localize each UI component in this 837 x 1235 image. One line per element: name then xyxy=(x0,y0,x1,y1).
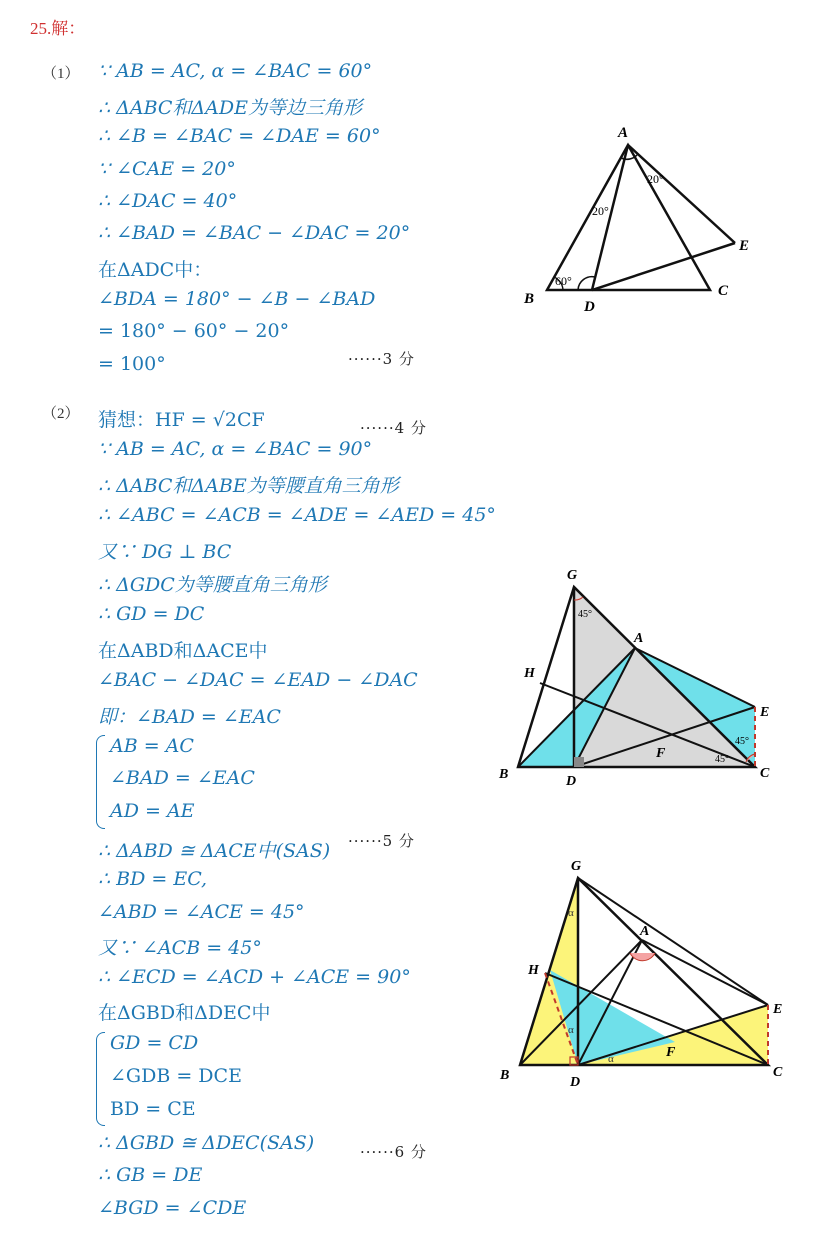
fig2-angle-c45: 45° xyxy=(715,754,729,765)
fig2-label-D: D xyxy=(566,774,577,789)
p1-line-7: 在ΔADC中： xyxy=(98,259,213,281)
fig1-label-D: D xyxy=(584,299,595,315)
fig3-label-G: G xyxy=(571,859,582,874)
p1-line-1: ∵ AB = AC, α = ∠BAC = 60° xyxy=(98,60,373,82)
fig3-label-D: D xyxy=(570,1075,581,1090)
fig3-label-A: A xyxy=(640,924,650,939)
fig3-label-H: H xyxy=(528,963,539,978)
fig2-label-E: E xyxy=(760,705,770,720)
p2b-line-2: ∴ BD = EC, xyxy=(98,868,208,890)
p1-line-8: ∠BDA = 180° − ∠B − ∠BAD xyxy=(98,288,376,310)
score-5: ······5 分 xyxy=(348,832,415,850)
p2b-line-3: ∠ABD = ∠ACE = 45° xyxy=(98,901,305,923)
p1-line-3: ∴ ∠B = ∠BAC = ∠DAE = 60° xyxy=(98,125,381,147)
p1-line-9: = 180° − 60° − 20° xyxy=(98,320,290,342)
fig3-label-E: E xyxy=(773,1002,783,1017)
brace2-line-1: GD = CD xyxy=(110,1032,199,1054)
p2a-line-4: 又∵ DG ⊥ BC xyxy=(98,541,232,563)
fig2-label-A: A xyxy=(634,631,644,646)
p1-line-2: ∴ ΔABC和ΔADE为等边三角形 xyxy=(98,97,362,119)
score-4: ······4 分 xyxy=(360,419,427,437)
fig2-label-C: C xyxy=(760,766,770,781)
fig1-angle-20-mid: 20° xyxy=(592,204,609,218)
brace2-line-3: BD = CE xyxy=(110,1098,196,1120)
fig1-label-E: E xyxy=(739,238,750,254)
fig3-angle-alpha-3: α xyxy=(608,1053,614,1065)
p2b-line-6: 在ΔGBD和ΔDEC中 xyxy=(98,1002,271,1024)
part2-label: （2） xyxy=(42,406,80,422)
score-6: ······6 分 xyxy=(360,1143,427,1161)
figure-3-alpha-case xyxy=(490,850,790,1095)
fig2-label-H: H xyxy=(524,666,535,681)
p2a-line-5: ∴ ΔGDC为等腰直角三角形 xyxy=(98,574,327,596)
p2a-line-2: ∴ ΔABC和ΔABE为等腰直角三角形 xyxy=(98,475,399,497)
fig3-label-F: F xyxy=(666,1045,676,1060)
p2a-line-9: 即：∠BAD = ∠EAC xyxy=(98,706,281,728)
p1-line-10: = 100° xyxy=(98,353,166,375)
p2c-line-3: ∠BGD = ∠CDE xyxy=(98,1197,247,1219)
fig1-angle-20-top: 20° xyxy=(647,172,664,186)
brace1-line-3: AD = AE xyxy=(110,800,195,822)
fig1-label-C: C xyxy=(718,283,729,299)
p2c-line-1: ∴ ΔGBD ≅ ΔDEC(SAS) xyxy=(98,1132,315,1154)
p2a-line-7: 在ΔABD和ΔACE中 xyxy=(98,640,268,662)
fig1-label-A: A xyxy=(618,125,629,141)
brace2-line-2: ∠GDB = DCE xyxy=(110,1065,242,1087)
p1-line-5: ∴ ∠DAC = 40° xyxy=(98,190,238,212)
fig1-label-B: B xyxy=(524,291,535,307)
fig3-label-B: B xyxy=(500,1068,510,1083)
p2a-line-8: ∠BAC − ∠DAC = ∠EAD − ∠DAC xyxy=(98,669,418,691)
fig1-angle-60: 60° xyxy=(555,274,572,288)
fig2-label-G: G xyxy=(567,568,578,583)
p1-line-4: ∵ ∠CAE = 20° xyxy=(98,158,236,180)
p2c-line-2: ∴ GB = DE xyxy=(98,1164,203,1186)
p2-guess: 猜想：HF = √2CF xyxy=(98,409,265,431)
solution-title: 25.解： xyxy=(30,19,86,38)
figure-2-isosceles-right xyxy=(490,560,790,795)
p2a-line-3: ∴ ∠ABC = ∠ACB = ∠ADE = ∠AED = 45° xyxy=(98,504,496,526)
p2a-line-6: ∴ GD = DC xyxy=(98,603,205,625)
fig3-angle-alpha-2: α xyxy=(568,1024,574,1036)
fig3-angle-alpha-1: α xyxy=(568,907,574,919)
p1-line-6: ∴ ∠BAD = ∠BAC − ∠DAC = 20° xyxy=(98,222,411,244)
p2b-line-5: ∴ ∠ECD = ∠ACD + ∠ACE = 90° xyxy=(98,966,411,988)
p2a-line-1: ∵ AB = AC, α = ∠BAC = 90° xyxy=(98,438,373,460)
fig3-label-C: C xyxy=(773,1065,783,1080)
p2b-line-4: 又∵ ∠ACB = 45° xyxy=(98,937,262,959)
brace1-line-2: ∠BAD = ∠EAC xyxy=(110,767,255,789)
brace-1 xyxy=(96,735,105,829)
brace1-line-1: AB = AC xyxy=(110,735,194,757)
score-3: ······3 分 xyxy=(348,350,415,368)
fig2-label-F: F xyxy=(656,746,666,761)
figure-1-equilateral xyxy=(510,115,770,320)
brace-2 xyxy=(96,1032,105,1126)
fig2-label-B: B xyxy=(499,767,509,782)
fig2-angle-g45: 45° xyxy=(578,609,592,620)
part1-label: （1） xyxy=(42,66,80,82)
p2b-line-1: ∴ ΔABD ≅ ΔACE中(SAS) xyxy=(98,840,331,862)
fig2-angle-e45: 45° xyxy=(735,736,749,747)
